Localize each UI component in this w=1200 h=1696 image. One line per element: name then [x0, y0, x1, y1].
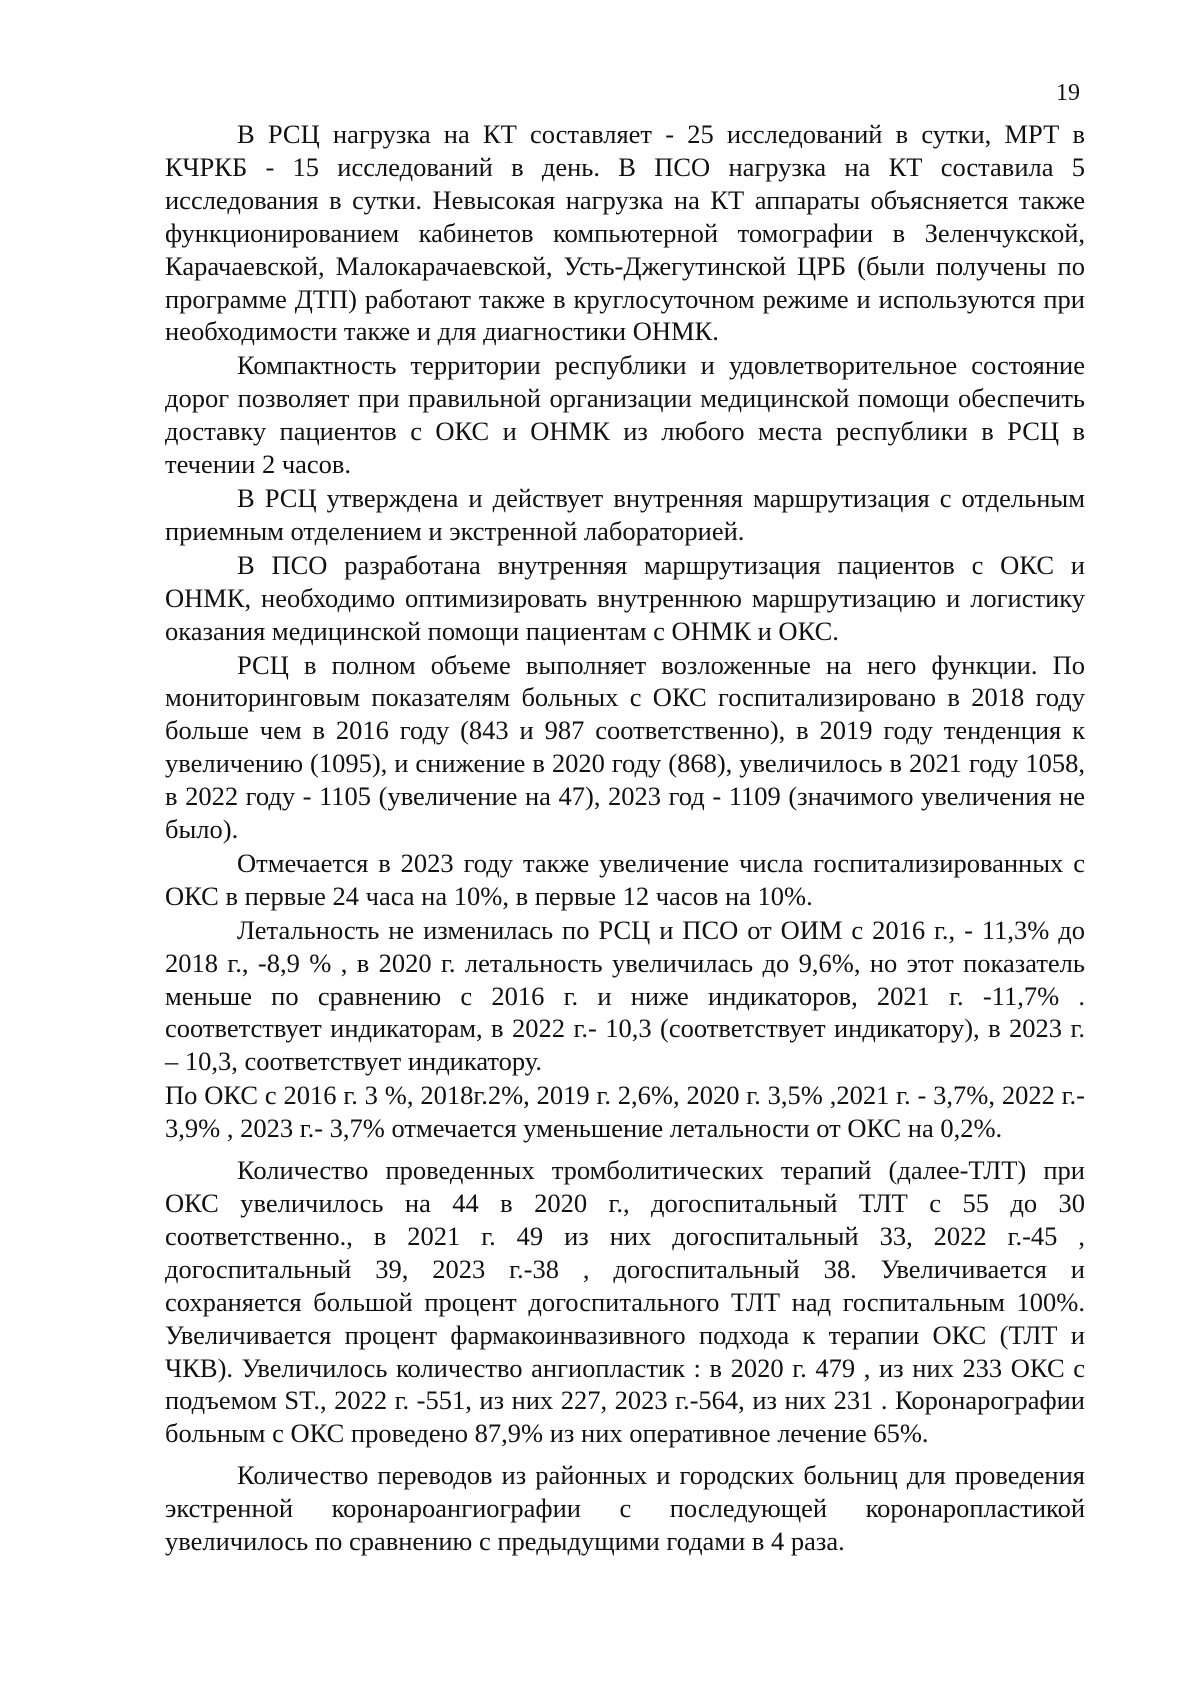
paragraph-rsc-routing: В РСЦ утверждена и действует внутренняя маршрутизация с отдельным приемным отделением и экстренной лабораторией.: [165, 482, 1085, 546]
paragraph-early-hospitalization: Отмечается в 2023 году также увеличение числа госпитализированных с ОКС в первые 24 часа на 10%, в первые 12 часов на 10%.: [165, 847, 1085, 911]
paragraph-mortality-oks: По ОКС с 2016 г. 3 %, 2018г.2%, 2019 г. 2,6%, 2020 г. 3,5% ,2021 г. - 3,7%, 2022 г.- 3,9% , 2023 г.- 3,7% отмечается уменьшение летальности от ОКС на 0,2%.: [165, 1080, 1085, 1144]
paragraph-hospitalization: РСЦ в полном объеме выполняет возложенные на него функции. По мониторинговым показателям больных с ОКС госпитализировано в 2018 году больше чем в 2016 году (843 и 987 соответственно), в 2019 году тенденция к увеличению (1095), и снижение в 2020 году (868), увеличилось в 2021 году 1058, в 2022 году - 1105 (увеличение на 47), 2023 год - 1109 (значимого увеличения не было).: [165, 649, 1085, 845]
paragraph-territory: Компактность территории республики и удовлетворительное состояние дорог позволяет при правильной организации медицинской помощи обеспечить доставку пациентов с ОКС и ОНМК из любого места республики в РСЦ в течении 2 часов.: [165, 350, 1085, 480]
document-body: [165, 118, 1085, 1559]
paragraph-thrombolysis: Количество проведенных тромболитических терапий (далее-ТЛТ) при ОКС увеличилось на 44 в 2020 г., догоспитальный ТЛТ с 55 до 30 соответственно., в 2021 г. 49 из них догоспитальный 33, 2022 г.-45 , догоспитальный 39, 2023 г.-38 , догоспитальный 38. Увеличивается и сохраняется большой процент догоспитального ТЛТ над госпитальным 100%. Увеличивается процент фармакоинвазивного подхода к терапии ОКС (ТЛТ и ЧКВ). Увеличилось количество ангиопластик : в 2020 г. 479 , из них 233 ОКС с подъемом ST., 2022 г. -551, из них 227, 2023 г.-564, из них 231 . Коронарографии больным с ОКС проведено 87,9% из них оперативное лечение 65%.: [165, 1155, 1085, 1449]
paragraph-ct-load: В РСЦ нагрузка на КТ составляет - 25 исследований в сутки, МРТ в КЧРКБ - 15 исследований в день. В ПСО нагрузка на КТ составила 5 исследования в сутки. Невысокая нагрузка на КТ аппараты объясняется также функционированием кабинетов компьютерной томографии в Зеленчукской, Карачаевской, Малокарачаевской, Усть-Джегутинской ЦРБ (были получены по программе ДТП) работают также в круглосуточном режиме и используются при необходимости также и для диагностики ОНМК.: [165, 119, 1085, 347]
paragraph-pso-routing: В ПСО разработана внутренняя маршрутизация пациентов с ОКС и ОНМК, необходимо оптимизировать внутреннюю маршрутизацию и логистику оказания медицинской помощи пациентам с ОНМК и ОКС.: [165, 549, 1085, 646]
paragraph-transfers: Количество переводов из районных и городских больниц для проведения экстренной коронароангиографии с последующей коронаропластикой увеличилось по сравнению с предыдущими годами в 4 раза.: [165, 1460, 1085, 1557]
page-number: 19: [1056, 80, 1080, 106]
paragraph-mortality-oim: Летальность не изменилась по РСЦ и ПСО от ОИМ с 2016 г., - 11,3% до 2018 г., -8,9 % , в 2020 г. летальность увеличилась до 9,6%, но этот показатель меньше по сравнению с 2016 г. и ниже индикаторов, 2021 г. -11,7% . соответствует индикаторам, в 2022 г.- 10,3 (соответствует индикатору), в 2023 г. – 10,3, соответствует индикатору.: [165, 914, 1085, 1077]
